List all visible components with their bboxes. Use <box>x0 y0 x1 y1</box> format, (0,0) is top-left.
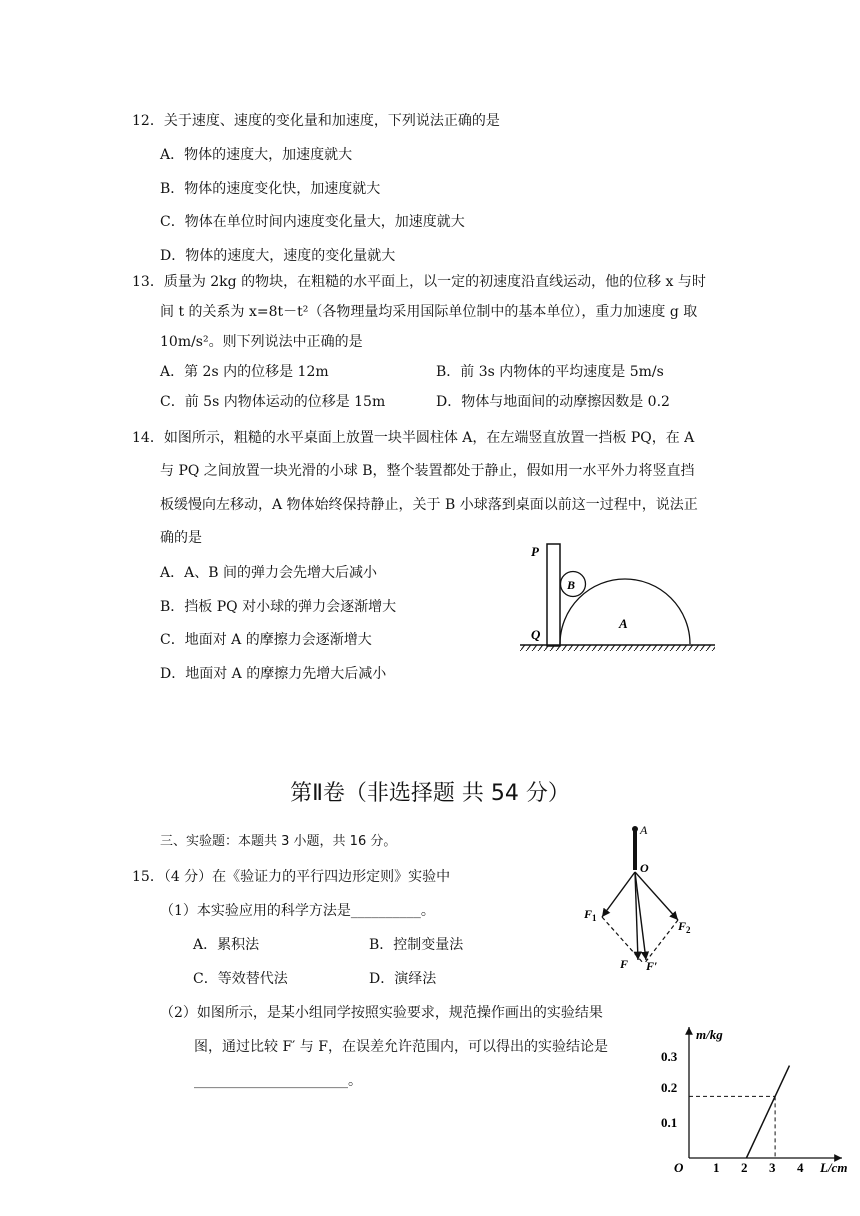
data-series-line <box>746 1066 789 1158</box>
label-a: A <box>619 616 628 631</box>
x-tick-4: 4 <box>797 1160 804 1175</box>
board-pq <box>547 544 560 646</box>
q13-option-d: D．物体与地面间的动摩擦因数是 0.2 <box>436 394 670 410</box>
q14-stem-line-4: 确的是 <box>160 530 202 546</box>
q15-sub2-line-3: ______________________。 <box>194 1073 362 1089</box>
q15-sub1: （1）本实验应用的科学方法是__________。 <box>160 903 435 919</box>
q13-option-b: B．前 3s 内物体的平均速度是 5m/s <box>436 364 664 380</box>
ground-hatch <box>520 645 715 651</box>
y-tick-0.3: 0.3 <box>661 1049 678 1064</box>
x-axis-label: L/cm <box>820 1160 848 1175</box>
label-q: Q <box>531 627 541 642</box>
label-p: P <box>531 544 539 559</box>
q14-option-a: A．A、B 间的弹力会先增大后减小 <box>160 565 377 581</box>
q15-stem: 15．（4 分）在《验证力的平行四边形定则》实验中 <box>132 869 451 885</box>
q15-sub1-option-c: C．等效替代法 <box>193 971 288 987</box>
force-figure <box>580 820 700 980</box>
q14-figure <box>515 538 725 658</box>
m-l-graph <box>650 1015 855 1175</box>
section-title: 第Ⅱ卷（非选择题 共 54 分） <box>290 781 570 806</box>
q12-stem: 12．关于速度、速度的变化量和加速度，下列说法正确的是 <box>132 113 500 129</box>
label-f: F <box>620 957 629 971</box>
q12-option-d: D．物体的速度大，速度的变化量就大 <box>160 248 396 264</box>
q13-option-c: C．前 5s 内物体运动的位移是 15m <box>160 394 386 410</box>
q13-option-a: A．第 2s 内的位移是 12m <box>160 364 329 380</box>
y-tick-0.2: 0.2 <box>661 1080 678 1095</box>
force-f1 <box>602 872 635 917</box>
q13-stem-line-2: 间 t 的关系为 x=8t－t²（各物理量均采用国际单位制中的基本单位），重力加速度 g 取 <box>160 304 698 320</box>
q15-sub1-option-d: D．演绎法 <box>369 971 437 987</box>
q14-stem-line-3: 板缓慢向左移动，A 物体始终保持静止，关于 B 小球落到桌面以前这一过程中，说法正 <box>160 497 698 513</box>
q14-option-b: B．挡板 PQ 对小球的弹力会逐渐增大 <box>160 599 397 615</box>
point-a <box>632 826 638 832</box>
q15-sub2-line-1: （2）如图所示，是某小组同学按照实验要求，规范操作画出的实验结果 <box>160 1005 603 1021</box>
dash-2 <box>644 920 678 964</box>
part3-heading: 三、实验题：本题共 3 小题，共 16 分。 <box>160 834 397 849</box>
q12-option-a: A．物体的速度大，加速度就大 <box>160 147 353 163</box>
label-point-o: O <box>640 861 649 875</box>
q14-option-d: D．地面对 A 的摩擦力先增大后减小 <box>160 666 387 682</box>
q13-stem-line-1: 13．质量为 2kg 的物块，在粗糙的水平面上，以一定的初速度沿直线运动，他的位移 x 与时 <box>132 274 706 290</box>
q14-stem-line-2: 与 PQ 之间放置一块光滑的小球 B，整个装置都处于静止，假如用一水平外力将竖直挡 <box>160 463 695 479</box>
q15-sub2-line-2: 图，通过比较 F′ 与 F，在误差允许范围内，可以得出的实验结论是 <box>194 1039 608 1055</box>
q15-sub1-option-a: A．累积法 <box>193 937 260 953</box>
q14-stem-line-1: 14．如图所示，粗糙的水平桌面上放置一块半圆柱体 A，在左端竖直放置一挡板 PQ，在 A <box>132 430 695 446</box>
x-tick-3: 3 <box>769 1160 776 1175</box>
origin-label: O <box>674 1160 684 1175</box>
force-f2 <box>635 872 678 920</box>
label-f-prime: F′ <box>646 959 658 973</box>
label-f2: $F_2$ <box>678 919 691 935</box>
x-tick-1: 1 <box>713 1160 720 1175</box>
y-tick-0.1: 0.1 <box>661 1115 678 1130</box>
label-b: B <box>567 578 576 592</box>
q12-option-c: C．物体在单位时间内速度变化量大，加速度就大 <box>160 214 465 230</box>
label-point-a: A <box>640 823 648 837</box>
q13-stem-line-3: 10m/s²。则下列说法中正确的是 <box>160 334 363 350</box>
y-axis-label: m/kg <box>696 1027 723 1042</box>
q15-sub1-option-b: B．控制变量法 <box>369 937 464 953</box>
x-tick-2: 2 <box>741 1160 748 1175</box>
q14-option-c: C．地面对 A 的摩擦力会逐渐增大 <box>160 632 372 648</box>
q12-option-b: B．物体的速度变化快，加速度就大 <box>160 181 381 197</box>
label-f1: $F_1$ <box>584 907 597 923</box>
